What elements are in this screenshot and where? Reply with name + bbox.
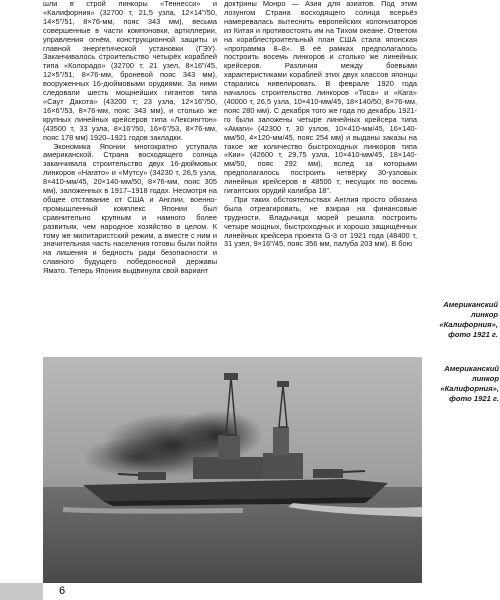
- text-column-right: [224, 0, 417, 352]
- battleship-photo-image: [43, 357, 422, 583]
- battleship-photo: [43, 357, 422, 583]
- figure-caption: Американский линкор «Калифорния», фото 1921 г.: [440, 364, 499, 403]
- text-column-left: [43, 0, 217, 352]
- page-number: 6: [59, 585, 66, 597]
- paragraph: При таких обстоятельствах Англия просто обязана была отреагировать, не взирая на финансовые трудности. Владычица морей решила построить четыре мощных, быстроходных и хорошо защищённых линейных крейсера проекта G-3 от 1921 года (48400 т, 31 узел, 9×16"/45, пояс 356 мм, палуба 203 мм). В бою: [224, 194, 417, 249]
- paragraph: доктрины Монро — Азия для азиатов. Под этим лозунгом Страна восходящего солнца всерьёз намеревалась вытеснить европейских колонизаторов из Китая и противостоять им на Тихом океане. Ответом на кораблестроительный план США стала японская «программа 8–8». В её рамках предполагалось построить восемь линкоров и столько же линейных крейсеров. Различия между боевыми характеристиками кораблей этих двух классов японцы старались нивелировать. В феврале 1920 года началось строительство линкоров «Тоса» и «Кага» (40000 т, 26,5 узла, 10×410-мм/45, 18×140/50, 8×76-мм, пояс 280 мм). С декабря того же года по декабрь 1921-го были заложены четыре линейных крейсера типа «Амаги» (42300 т, 30 узлов, 10×410-мм/45, 16×140-мм/50, 4×120-мм/45, пояс 254 мм) и выданы заказы на такое же количество быстроходных линкоров типа «Кии» (42600 т, 29,75 узла, 10×410-мм/45, 18×140-мм/50, пояс 292 мм), вслед за которыми предполагалось построить четвёрку 30-узловых линейных крейсеров в 48500 т, несущих по восемь гигантских орудий калибра 18".: [224, 0, 417, 196]
- figure-caption-upper: Американский линкор «Калифорния», фото 1921 г.: [439, 300, 498, 339]
- paragraph: шли в строй линкоры «Теннесси» и «Калифорния» (32700 т, 21,5 узла, 12×14"/50, 14×5"/51, 8×76-мм, пояс 343 мм), весьма совершенные в части компоновки, артиллерии, управления огнём, конструкционной защиты и главной энергетической установки (ГЭУ). Заканчивалось строительство четырёх кораблей типа «Колорадо» (32700 т, 21 узел, 8×16"/45, 12×5"/51, 8×76-мм, броневой пояс 343 мм), вооруженных 16-дюймовыми орудиями. За ними следовали шесть мощнейших гигантов типа «Саут Дакота» (43200 т; 23 узла, 12×16"/50, 16×6"/53, 8×76-мм, пояс 343 мм), и столько же крупных линейных крейсеров типа «Лексингтон» (43500 т, 33 узла, 8×16"/50, 16×6"/53, 8×76-мм, пояс 178 мм) 1920–1921 годов закладки.: [43, 0, 217, 142]
- paragraph: Экономика Японии многократно уступала американской. Страна восходящего солнца заканчивала строительство двух 16-дюймовых линкоров «Нагато» и «Мутсу» (34230 т, 26,5 узла, 8×410-мм/45, 20×140-мм/50, 8×76-мм, пояс 305 мм), заложенных в 1917–1918 годах. Несмотря на общее отставание от США и Англии, военно-промышленный комплекс Японии был сравнительно крупным и намного более развитым, чем народное хозяйство в целом. К тому же милитаристский режим, а вместе с ним и значительная часть населения готовы были пойти на лишения и бедность ради безопасности и славного будущего победоносной державы Ямато. Теперь Япония выдвинула свой вариант: [43, 141, 217, 276]
- page-tab: [0, 583, 43, 600]
